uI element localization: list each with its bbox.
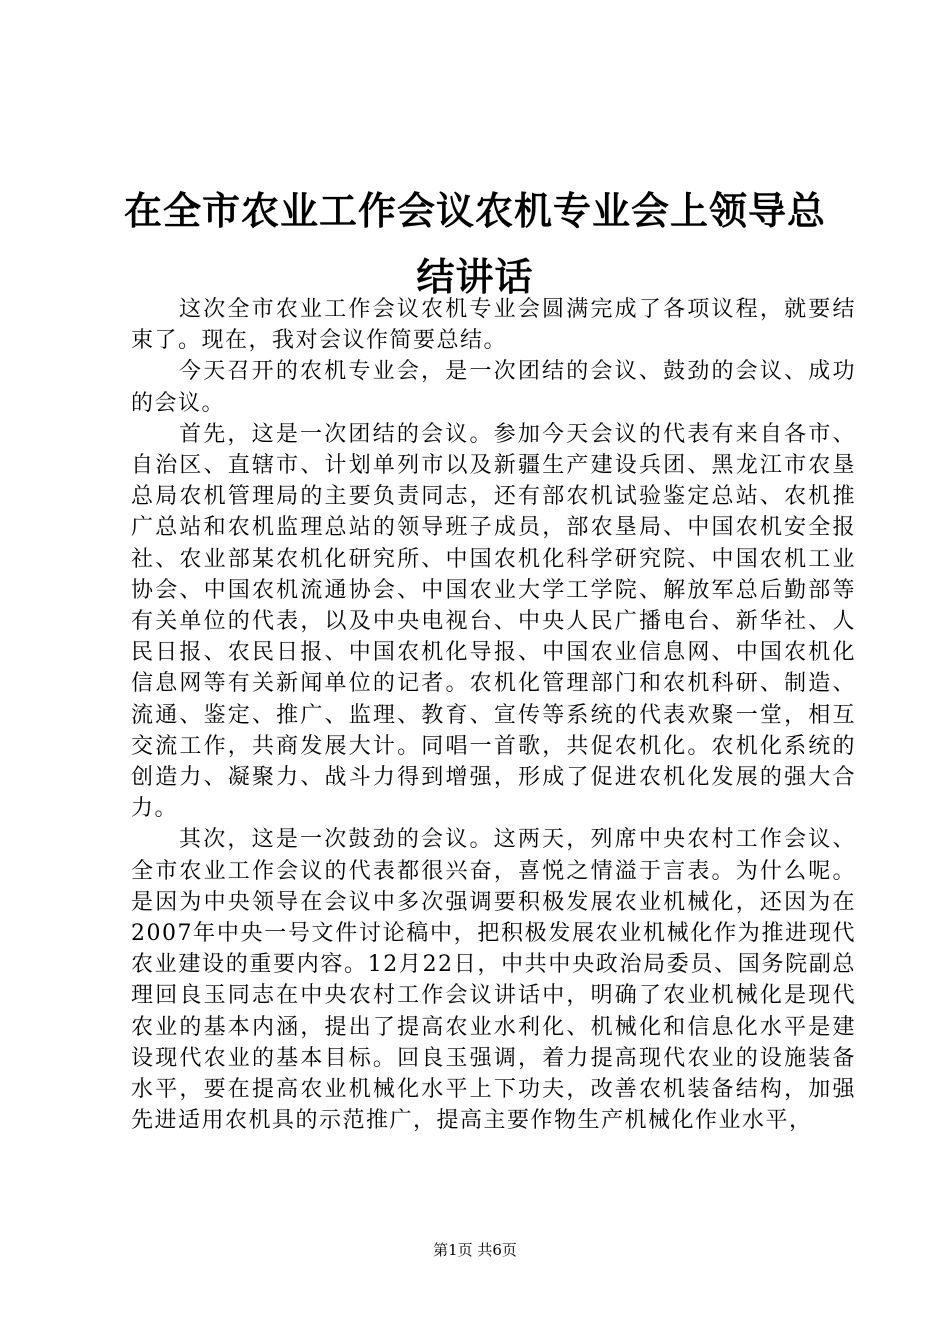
paragraph-2: 今天召开的农机专业会，是一次团结的会议、鼓劲的会议、成功的会议。 <box>131 359 856 416</box>
document-body <box>131 294 856 1136</box>
document-title: 在全市农业工作会议农机专业会上领导总结讲话 <box>123 189 826 299</box>
paragraph-1: 这次全市农业工作会议农机专业会圆满完成了各项议程，就要结束了。现在，我对会议作简要总结。 <box>131 297 856 354</box>
page-footer: 第1页 共6页 <box>433 1241 517 1259</box>
paragraph-3: 首先，这是一次团结的会议。参加今天会议的代表有来自各市、自治区、直辖市、计划单列市以及新疆生产建设兵团、黑龙江市农垦总局农机管理局的主要负责同志，还有部农机试验鉴定总站、农机推广总站和农机监理总站的领导班子成员，部农垦局、中国农机安全报社、农业部某农机化研究所、中国农机化科学研究院、中国农机工业协会、中国农机流通协会、中国农业大学工学院、解放军总后勤部等有关单位的代表，以及中央电视台、中央人民广播电台、新华社、人民日报、农民日报、中国农机化导报、中国农业信息网、中国农机化信息网等有关新闻单位的记者。农机化管理部门和农机科研、制造、流通、鉴定、推广、监理、教育、宣传等系统的代表欢聚一堂，相互交流工作，共商发展大计。同唱一首歌，共促农机化。农机化系统的创造力、凝聚力、战斗力得到增强，形成了促进农机化发展的强大合力。 <box>131 421 856 822</box>
paragraph-4: 其次，这是一次鼓劲的会议。这两天，列席中央农村工作会议、全市农业工作会议的代表都很兴奋，喜悦之情溢于言表。为什么呢。是因为中央领导在会议中多次强调要积极发展农业机械化，还因为在2007年中央一号文件讨论稿中，把积极发展农业机械化作为推进现代农业建设的重要内容。12月22日，中共中央政治局委员、国务院副总理回良玉同志在中央农村工作会议讲话中，明确了农业机械化是现代农业的基本内涵，提出了提高农业水利化、机械化和信息化水平是建设现代农业的基本目标。回良玉强调，着力提高现代农业的设施装备水平，要在提高农业机械化水平上下功夫，改善农机装备结构，加强先进适用农机具的示范推广，提高主要作物生产机械化作业水平， <box>131 827 856 1134</box>
